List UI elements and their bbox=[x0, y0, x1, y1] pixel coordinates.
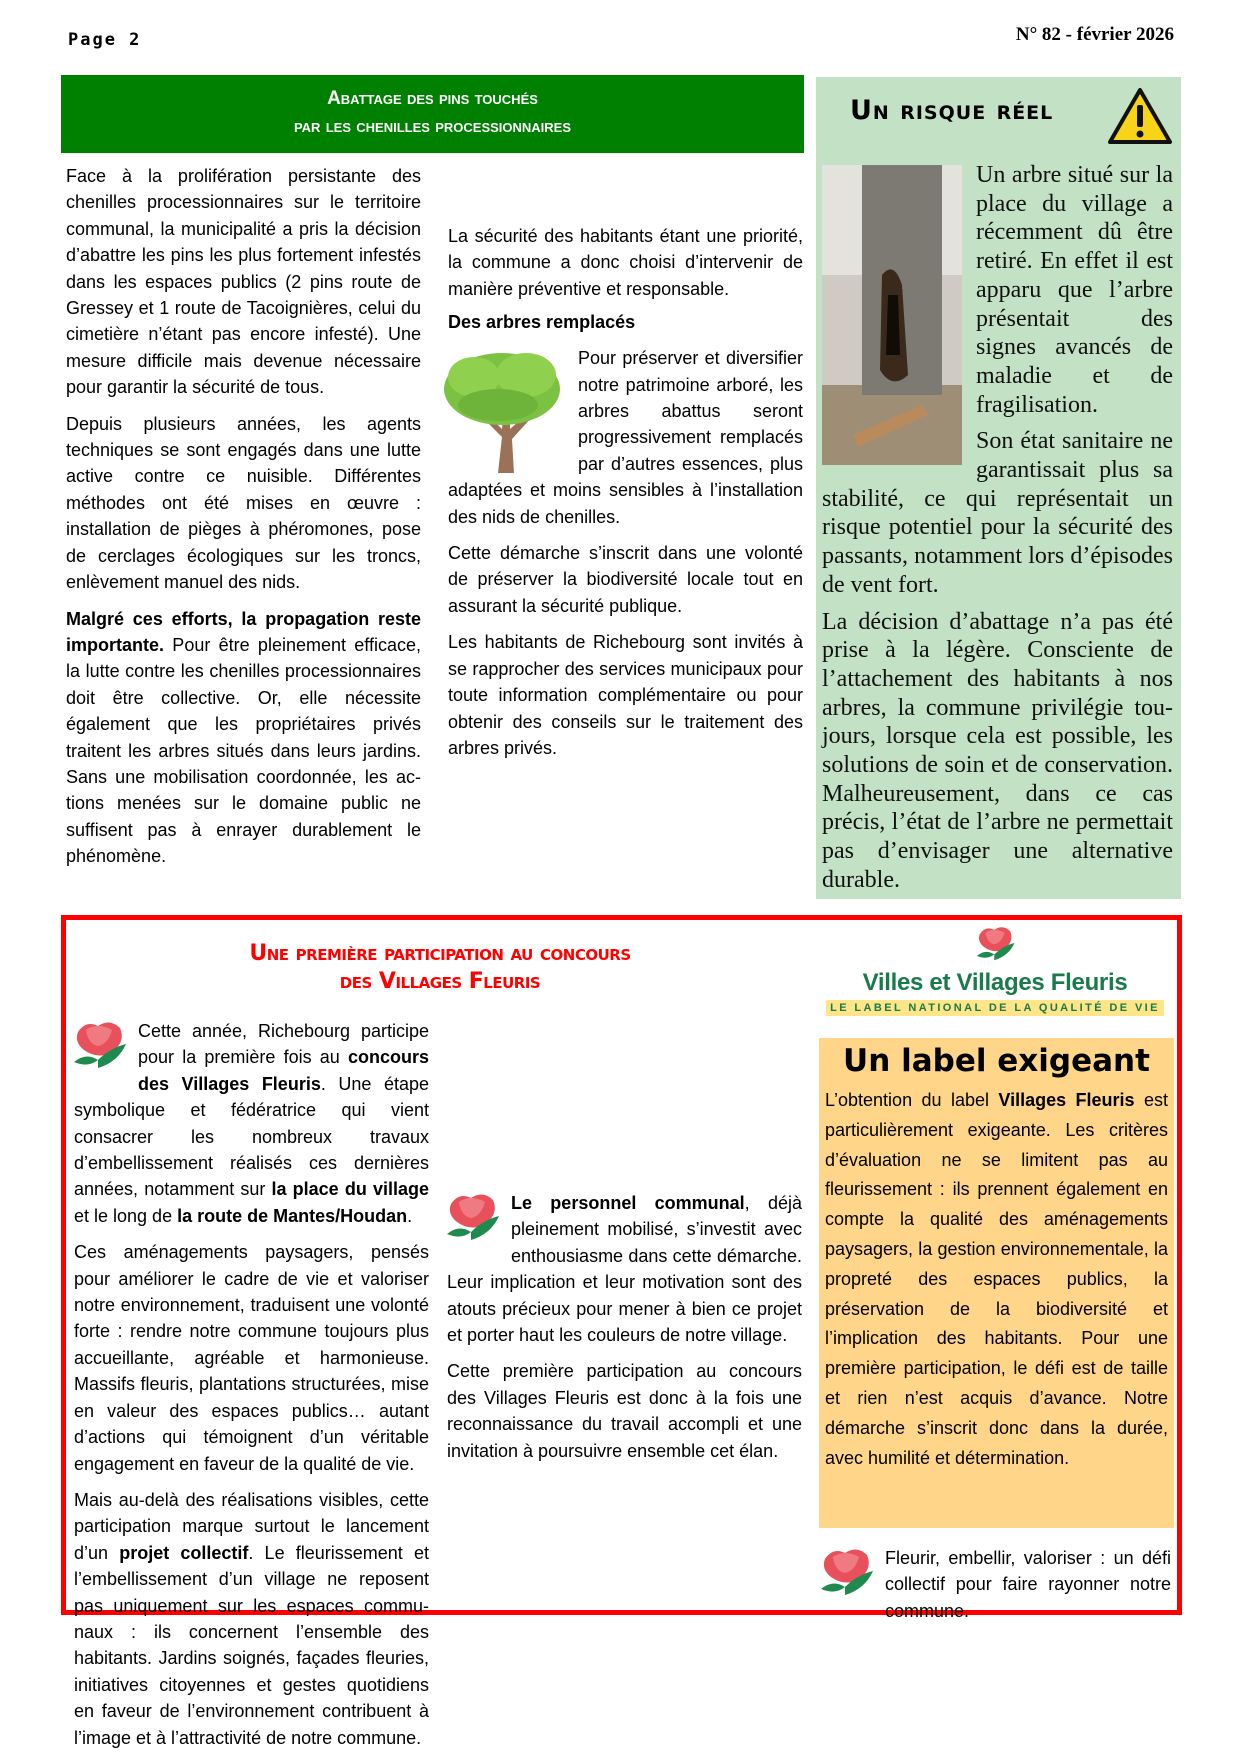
paragraph: Pour préserver et diversifier notre patrimoine arboré, les arbres abattus seront progressivement remplacés par d’autres essences, plus adaptées et moins sensibles à l’installation des nids de chenilles. bbox=[448, 348, 803, 527]
paragraph bbox=[825, 1086, 1168, 1473]
article-fleuris-title bbox=[66, 940, 814, 996]
risk-title: Un risque réel bbox=[850, 95, 1054, 126]
diseased-tree-photo bbox=[822, 165, 962, 465]
risk-body bbox=[822, 161, 1173, 903]
text: , déjà pleinement mobilisé, s’investit avec enthousiasme dans cette démarche. Leur implication et leur motivation sont des atouts précieux pour mener à bien ce projet et porter haut les couleurs de notre village. bbox=[447, 1193, 802, 1346]
villes-villages-fleuris-logo bbox=[812, 924, 1178, 1016]
paragraph: La décision d’abattage n’a pas été prise à la légère. Consciente de l’attachement des habitants à nos arbres, la commune privilégie toujours, lorsque cela est possible, les solutions de soin et de conservation. Malheureusement, dans ce cas précis, l’état de l’arbre ne permettait pas d’envisager une alternative durable. bbox=[822, 608, 1173, 893]
warning-icon bbox=[1107, 87, 1173, 145]
paragraph bbox=[74, 1487, 429, 1751]
paragraph bbox=[447, 1190, 802, 1348]
article-fleuris-title-line1: Une première participation au concours bbox=[249, 941, 631, 966]
text: Pour être pleinement efficace, la lutte contre les chenilles processionnaires doit être collective. Or, elle nécessite également que les propriétaires privés traitent les arbres situés dans leurs jardins. Sans une mobilisation coordonnée, les actions menées sur le domaine public ne suffisent pas à enrayer durablement le phénomène. bbox=[66, 634, 421, 867]
paragraph: Un arbre situé sur la place du village a récemment dû être retiré. En effet il est apparu que l’arbre présentait des signes avancés de maladie et de fragilisation. bbox=[976, 162, 1173, 418]
logo-name: Villes et Villages Fleuris bbox=[862, 969, 1128, 996]
paragraph bbox=[66, 606, 421, 870]
bold-text: Le personnel communal bbox=[511, 1193, 745, 1213]
text: Cette année, Richebourg participe pour la première fois au bbox=[138, 1021, 429, 1068]
logo-tagline: LE LABEL NATIONAL DE LA QUALITÉ DE VIE bbox=[826, 1000, 1164, 1016]
rose-logo-icon bbox=[972, 924, 1018, 966]
bold-text: la place du village bbox=[271, 1179, 429, 1200]
paragraph: Face à la prolifération persistante des chenilles processionnaires sur le territoire communal, la municipalité a pris la décision d’abattre les pins les plus fortement infestés dans les espaces publics (2 pins route de Gressey et 1 route de Tacoignières, celui du cimetière n’étant pas encore infesté). Une mesure difficile mais devenue nécessaire pour garantir la sécurité de tous. bbox=[66, 166, 421, 398]
article-fleuris-column-2 bbox=[447, 1190, 802, 1474]
article-pins-column-2 bbox=[448, 163, 803, 771]
paragraph: Depuis plusieurs années, les agents techniques se sont engagés dans une lutte active contre ce nuisible. Différentes méthodes ont été mises en œuvre : installation de pièges à phéromones, pose de cerclages écologiques sur les troncs, enlèvement manuel des nids. bbox=[66, 413, 421, 593]
bold-text: la route de Mantes/Houdan bbox=[177, 1205, 408, 1226]
paragraph: Cette démarche s’inscrit dans une volonté de préserver la biodiversité locale tout en assurant la sécurité publique. bbox=[448, 543, 803, 616]
rose-icon bbox=[815, 1545, 877, 1603]
label-exigeant-box bbox=[819, 1038, 1174, 1528]
subheading: Des arbres remplacés bbox=[448, 312, 636, 333]
paragraph: Son état sanitaire ne garantissait plus sa stabilité, ce qui représentait un risque potentiel pour la sécurité des passants, notamment lors d’épisodes de vent fort. bbox=[822, 428, 1173, 598]
article-pins-title-line2: par les chenilles processionnaires bbox=[293, 116, 572, 137]
text: L’obtention du label bbox=[825, 1090, 999, 1110]
closing-note bbox=[821, 1545, 1171, 1634]
article-fleuris-title-line2: des Villages Fleuris bbox=[339, 969, 541, 994]
villages-fleuris-box bbox=[61, 915, 1182, 1748]
rose-icon bbox=[68, 1018, 130, 1076]
label-box-title: Un label exigeant bbox=[843, 1043, 1150, 1079]
article-pins-title-line1: Abattage des pins touchés bbox=[327, 88, 538, 109]
text: . bbox=[407, 1205, 413, 1226]
text: et le long de bbox=[74, 1205, 178, 1226]
text: . Une étape symbolique et fédératrice qui vient consacrer les nombreux travaux d’embellissement réalisés ces dernières années, notamment sur bbox=[74, 1073, 429, 1200]
paragraph: Les habitants de Richebourg sont invités à se rapprocher des services municipaux pour toute information complémentaire ou pour obtenir des conseils sur le traitement des arbres privés. bbox=[448, 632, 803, 758]
paragraph: Ces aménagements paysagers, pensés pour améliorer le cadre de vie et valoriser notre environnement, traduisent une volonté forte : rendre notre commune toujours plus accueillante, agréable et harmonieuse. Massifs fleuris, plantations structurées, mise en valeur des espaces publics… autant d’actions qui témoignent d’un véritable engagement en faveur de la qualité de vie. bbox=[74, 1242, 429, 1474]
bold-text: Villages Fleuris bbox=[998, 1090, 1135, 1110]
text: est particulièrement exigeante. Les critères d’évaluation ne se limitent pas au fleurissement : ils prennent également en compte la qualité des aménagements paysagers, la gestion environnementale, la propreté des espaces publics, la préservation de la biodiversité et l’implication des habitants. Pour une première participation, le défi est de taille et rien n’est acquis d’avance. Notre démarche s’inscrit donc dans la durée, avec humilité et détermination. bbox=[825, 1090, 1168, 1468]
article-pins-column-1 bbox=[66, 163, 421, 880]
paragraph: Cette première participation au concours des Villages Fleuris est donc à la fois une reconnaissance du travail accompli et une invitation à poursuivre ensemble cet élan. bbox=[447, 1361, 802, 1461]
paragraph bbox=[821, 1545, 1171, 1624]
article-fleuris-column-1 bbox=[74, 1018, 429, 1761]
bold-text: concours des Villages Fleuris bbox=[138, 1047, 429, 1094]
text: . Le fleurissement et l’embellissement d’un village ne reposent pas uniquement sur les espaces communaux : ils concernent l’ensemble des habitants. Jardins soignés, façades fleuries, initiatives citoyennes et gestes quotidiens en faveur de l’environnement contribuent à l’image et à l’attractivité de notre commune. bbox=[74, 1542, 429, 1748]
issue-number: N° 82 - février 2026 bbox=[1015, 24, 1174, 45]
article-pins-title-banner bbox=[61, 75, 804, 153]
page-number: Page 2 bbox=[68, 30, 142, 50]
paragraph bbox=[74, 1018, 429, 1229]
text: Fleurir, embellir, valoriser : un défi collectif pour faire rayonner notre commune. bbox=[885, 1548, 1171, 1621]
bold-text: projet collectif bbox=[119, 1542, 249, 1563]
rose-icon bbox=[441, 1190, 503, 1248]
tree-illustration bbox=[438, 345, 568, 473]
paragraph: La sécurité des habitants étant une priorité, la commune a donc choisi d’intervenir de manière préventive et responsable. bbox=[448, 226, 803, 299]
text: Mais au-delà des réalisations visibles, cette participation marque surtout le lancement d’un bbox=[74, 1489, 429, 1563]
risk-sidebar bbox=[816, 77, 1181, 899]
bold-text: Malgré ces efforts, la propagation reste importante. bbox=[66, 608, 421, 655]
